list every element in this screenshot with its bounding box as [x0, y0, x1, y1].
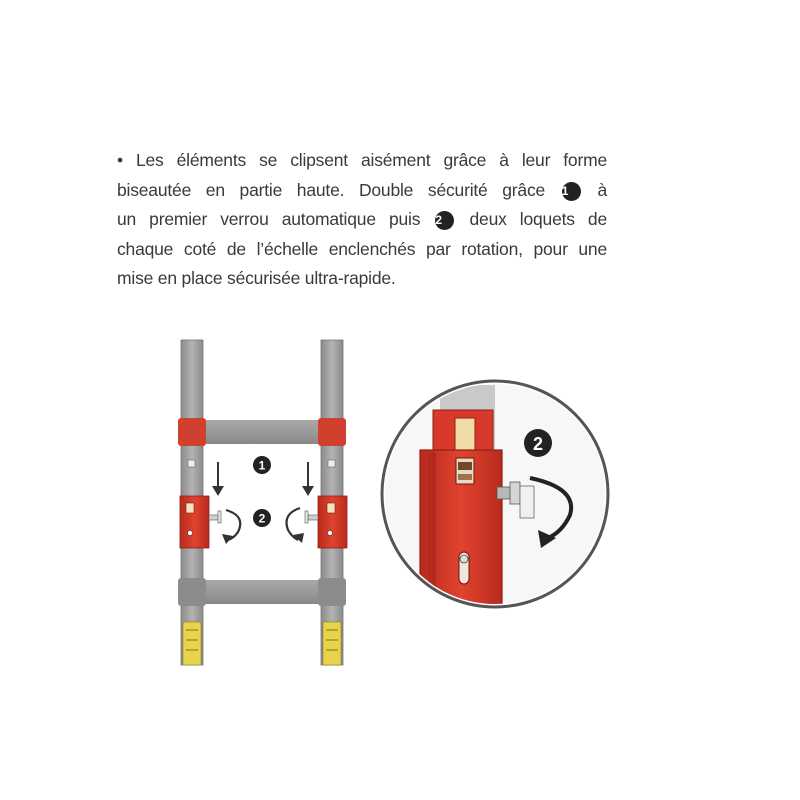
step-2-badge: 2 [435, 211, 454, 230]
bullet: • [117, 150, 123, 170]
bottom-rung [178, 578, 346, 606]
step-2-label: 2 [258, 511, 266, 526]
line-3-end: deux loquets de [469, 209, 607, 229]
line-1-text: Les éléments se clipsent aisément grâce à leur forme [135, 150, 607, 170]
zoom-step-2-label: 2 [532, 434, 544, 454]
rail-hole [188, 460, 195, 467]
line-5-text: mise en place sécurisée ultra-rapide. [117, 268, 396, 288]
line-4-text: chaque coté de l’échelle enclenchés par rotation, pour une [117, 238, 607, 259]
down-arrow-icon [212, 462, 224, 496]
warning-sticker [183, 622, 201, 665]
down-arrow-icon [302, 462, 314, 496]
line-2-end: à [597, 179, 608, 200]
rotate-arrow-icon [287, 508, 305, 543]
step-1-label: 1 [258, 458, 266, 473]
zoom-step-2-marker [524, 429, 552, 457]
left-lock-clip [180, 496, 221, 548]
rail-hole [328, 460, 335, 467]
step-1-marker [253, 456, 271, 474]
rotate-arrow-icon [222, 510, 240, 544]
line-3-text: un premier verrou automatique puis [117, 209, 421, 229]
top-rung [178, 418, 346, 446]
step-1-badge: 1 [562, 182, 581, 201]
warning-sticker [323, 622, 341, 665]
zoom-detail-circle [380, 380, 610, 615]
step-2-marker [253, 509, 271, 527]
line-2-text: biseautée en partie haute. Double sécurité grâce [117, 179, 546, 200]
right-lock-clip [305, 496, 347, 548]
